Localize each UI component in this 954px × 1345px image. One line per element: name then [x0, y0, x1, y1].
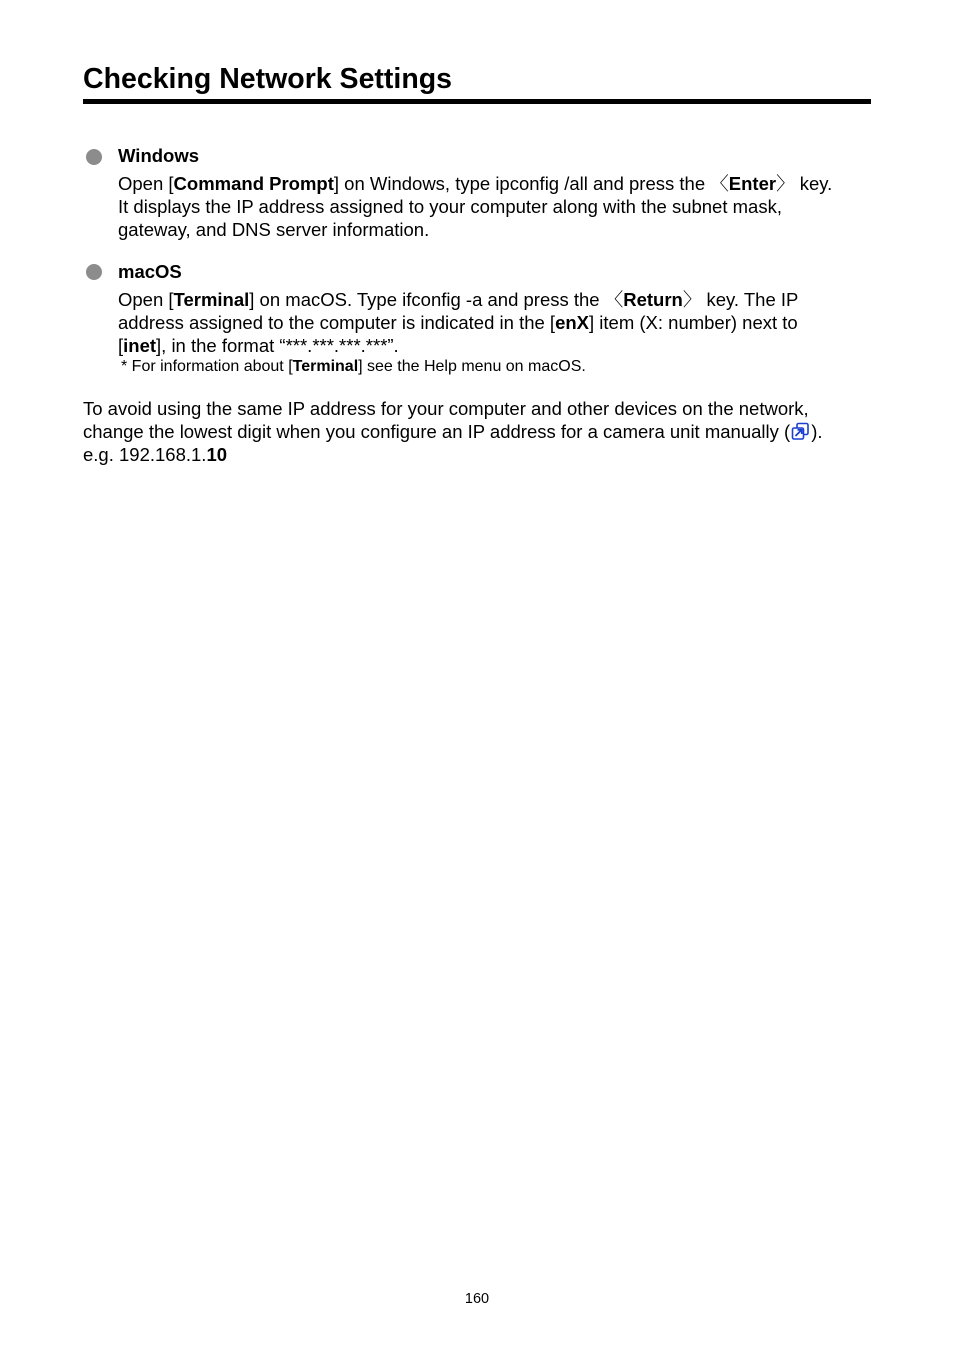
macos-line-2: address assigned to the computer is indicated in the [enX] item (X: number) next to: [118, 312, 798, 333]
paragraph-line-1: To avoid using the same IP address for your computer and other devices on the network,: [83, 398, 809, 419]
macos-footnote: * For information about [Terminal] see the Help menu on macOS.: [121, 358, 586, 375]
windows-line-1: Open [Command Prompt] on Windows, type ipconfig /all and press the 〈Enter〉 key.: [118, 173, 833, 194]
paragraph-line-2: change the lowest digit when you configure an IP address for a camera unit manually ( ).: [83, 421, 823, 442]
page-number: 160: [464, 1291, 490, 1307]
bullet-icon: [86, 264, 102, 280]
windows-heading: Windows: [118, 145, 200, 166]
page-title: Checking Network Settings: [83, 63, 452, 95]
title-underline: [83, 99, 871, 104]
windows-line-2: It displays the IP address assigned to your computer along with the subnet mask,: [118, 196, 782, 217]
paragraph-line-3: e.g. 192.168.1.10: [83, 444, 228, 465]
windows-line-3: gateway, and DNS server information.: [118, 219, 430, 240]
macos-line-3: [inet], in the format “***.***.***.***”.: [118, 335, 399, 356]
macos-line-1: Open [Terminal] on macOS. Type ifconfig -a and press the 〈Return〉 key. The IP: [118, 289, 799, 310]
bullet-icon: [86, 149, 102, 165]
page-reference-link-icon[interactable]: [791, 422, 810, 441]
macos-heading: macOS: [118, 261, 182, 282]
